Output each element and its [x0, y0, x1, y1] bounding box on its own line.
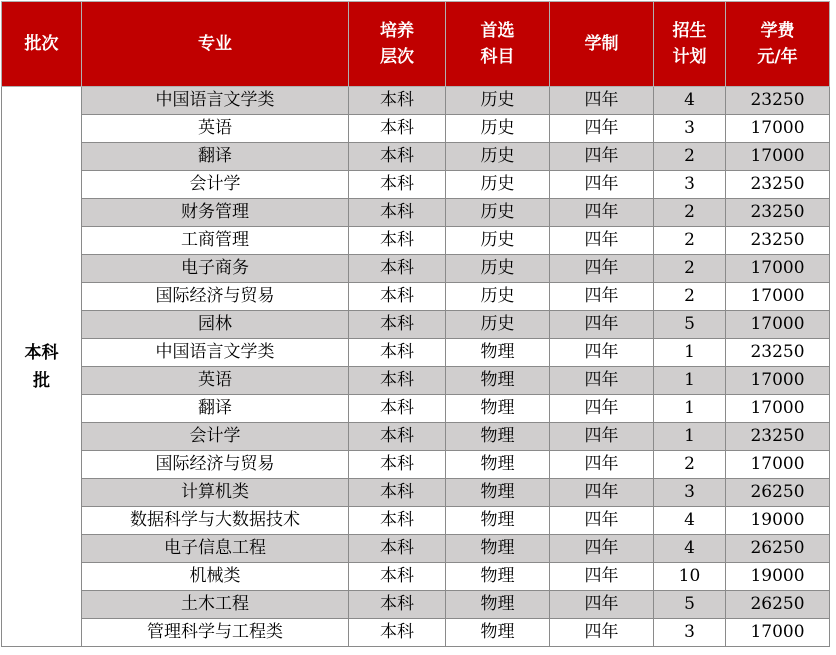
subject-cell: 物理 [446, 619, 550, 647]
subject-cell: 历史 [446, 227, 550, 255]
table-row [2, 115, 830, 143]
quota-cell: 1 [654, 367, 726, 395]
header-subject-text: 首选科目 [480, 21, 515, 67]
fee-cell: 17000 [726, 115, 830, 143]
major-cell: 翻译 [82, 143, 349, 171]
quota-cell: 1 [654, 423, 726, 451]
fee-cell: 23250 [726, 227, 830, 255]
table-row [2, 507, 830, 535]
major-cell: 国际经济与贸易 [82, 283, 349, 311]
quota-cell: 10 [654, 563, 726, 591]
duration-cell: 四年 [550, 451, 654, 479]
fee-cell: 17000 [726, 143, 830, 171]
duration-cell: 四年 [550, 87, 654, 115]
quota-cell: 3 [654, 115, 726, 143]
subject-cell: 物理 [446, 507, 550, 535]
major-cell: 机械类 [82, 563, 349, 591]
subject-cell: 物理 [446, 451, 550, 479]
fee-cell: 19000 [726, 563, 830, 591]
level-cell: 本科 [349, 451, 446, 479]
table-row [2, 339, 830, 367]
major-cell: 中国语言文学类 [82, 339, 349, 367]
header-major: 专业 [82, 2, 349, 87]
fee-cell: 26250 [726, 479, 830, 507]
subject-cell: 物理 [446, 591, 550, 619]
major-cell: 电子商务 [82, 255, 349, 283]
duration-cell: 四年 [550, 591, 654, 619]
subject-cell: 历史 [446, 87, 550, 115]
quota-cell: 3 [654, 171, 726, 199]
level-cell: 本科 [349, 227, 446, 255]
fee-cell: 23250 [726, 87, 830, 115]
quota-cell: 3 [654, 479, 726, 507]
duration-cell: 四年 [550, 423, 654, 451]
header-subject [446, 2, 550, 87]
subject-cell: 历史 [446, 311, 550, 339]
quota-cell: 4 [654, 87, 726, 115]
duration-cell: 四年 [550, 143, 654, 171]
fee-cell: 23250 [726, 423, 830, 451]
subject-cell: 物理 [446, 479, 550, 507]
table-row [2, 87, 830, 115]
level-cell: 本科 [349, 591, 446, 619]
table-row [2, 395, 830, 423]
header-quota-text: 招生计划 [672, 21, 707, 67]
quota-cell: 2 [654, 283, 726, 311]
table-row [2, 591, 830, 619]
subject-cell: 物理 [446, 339, 550, 367]
header-level [349, 2, 446, 87]
fee-cell: 19000 [726, 507, 830, 535]
fee-cell: 17000 [726, 283, 830, 311]
major-cell: 会计学 [82, 171, 349, 199]
fee-cell: 23250 [726, 199, 830, 227]
table-row [2, 171, 830, 199]
subject-cell: 历史 [446, 199, 550, 227]
header-fee [726, 2, 830, 87]
major-cell: 会计学 [82, 423, 349, 451]
level-cell: 本科 [349, 535, 446, 563]
major-cell: 英语 [82, 115, 349, 143]
level-cell: 本科 [349, 255, 446, 283]
duration-cell: 四年 [550, 311, 654, 339]
level-cell: 本科 [349, 367, 446, 395]
fee-cell: 17000 [726, 395, 830, 423]
quota-cell: 3 [654, 619, 726, 647]
duration-cell: 四年 [550, 367, 654, 395]
fee-cell: 17000 [726, 311, 830, 339]
duration-cell: 四年 [550, 171, 654, 199]
quota-cell: 1 [654, 395, 726, 423]
table-row [2, 367, 830, 395]
table-row [2, 311, 830, 339]
fee-cell: 26250 [726, 591, 830, 619]
major-cell: 中国语言文学类 [82, 87, 349, 115]
quota-cell: 2 [654, 451, 726, 479]
subject-cell: 物理 [446, 367, 550, 395]
subject-cell: 历史 [446, 171, 550, 199]
duration-cell: 四年 [550, 535, 654, 563]
major-cell: 翻译 [82, 395, 349, 423]
subject-cell: 历史 [446, 283, 550, 311]
subject-cell: 物理 [446, 535, 550, 563]
level-cell: 本科 [349, 563, 446, 591]
duration-cell: 四年 [550, 199, 654, 227]
quota-cell: 5 [654, 311, 726, 339]
quota-cell: 2 [654, 227, 726, 255]
duration-cell: 四年 [550, 255, 654, 283]
major-cell: 土木工程 [82, 591, 349, 619]
duration-cell: 四年 [550, 507, 654, 535]
table-row [2, 423, 830, 451]
major-cell: 国际经济与贸易 [82, 451, 349, 479]
subject-cell: 历史 [446, 115, 550, 143]
major-cell: 工商管理 [82, 227, 349, 255]
quota-cell: 5 [654, 591, 726, 619]
major-cell: 电子信息工程 [82, 535, 349, 563]
admission-plan-table [1, 1, 830, 647]
table-row [2, 143, 830, 171]
level-cell: 本科 [349, 479, 446, 507]
fee-cell: 17000 [726, 619, 830, 647]
quota-cell: 2 [654, 199, 726, 227]
quota-cell: 2 [654, 255, 726, 283]
subject-cell: 物理 [446, 563, 550, 591]
header-quota [654, 2, 726, 87]
level-cell: 本科 [349, 199, 446, 227]
duration-cell: 四年 [550, 619, 654, 647]
level-cell: 本科 [349, 143, 446, 171]
level-cell: 本科 [349, 339, 446, 367]
batch-cell [2, 87, 82, 647]
table-row [2, 451, 830, 479]
level-cell: 本科 [349, 619, 446, 647]
quota-cell: 4 [654, 507, 726, 535]
fee-cell: 23250 [726, 171, 830, 199]
table-row [2, 255, 830, 283]
subject-cell: 历史 [446, 143, 550, 171]
fee-cell: 17000 [726, 255, 830, 283]
table-row [2, 535, 830, 563]
quota-cell: 1 [654, 339, 726, 367]
header-fee-text: 学费元/年 [757, 21, 798, 67]
major-cell: 管理科学与工程类 [82, 619, 349, 647]
level-cell: 本科 [349, 395, 446, 423]
fee-cell: 17000 [726, 451, 830, 479]
header-duration: 学制 [550, 2, 654, 87]
quota-cell: 2 [654, 143, 726, 171]
subject-cell: 物理 [446, 423, 550, 451]
duration-cell: 四年 [550, 395, 654, 423]
quota-cell: 4 [654, 535, 726, 563]
duration-cell: 四年 [550, 563, 654, 591]
level-cell: 本科 [349, 87, 446, 115]
major-cell: 园林 [82, 311, 349, 339]
major-cell: 财务管理 [82, 199, 349, 227]
table-row [2, 227, 830, 255]
table-row [2, 283, 830, 311]
table-row [2, 479, 830, 507]
duration-cell: 四年 [550, 227, 654, 255]
level-cell: 本科 [349, 423, 446, 451]
level-cell: 本科 [349, 171, 446, 199]
table-header-row [2, 2, 830, 87]
duration-cell: 四年 [550, 479, 654, 507]
table-row [2, 199, 830, 227]
table-row [2, 563, 830, 591]
duration-cell: 四年 [550, 283, 654, 311]
major-cell: 英语 [82, 367, 349, 395]
major-cell: 数据科学与大数据技术 [82, 507, 349, 535]
level-cell: 本科 [349, 507, 446, 535]
fee-cell: 17000 [726, 367, 830, 395]
major-cell: 计算机类 [82, 479, 349, 507]
subject-cell: 物理 [446, 395, 550, 423]
subject-cell: 历史 [446, 255, 550, 283]
level-cell: 本科 [349, 115, 446, 143]
duration-cell: 四年 [550, 115, 654, 143]
duration-cell: 四年 [550, 339, 654, 367]
batch-label: 本科批 [24, 342, 59, 391]
level-cell: 本科 [349, 311, 446, 339]
table-row [2, 619, 830, 647]
fee-cell: 23250 [726, 339, 830, 367]
fee-cell: 26250 [726, 535, 830, 563]
header-batch: 批次 [2, 2, 82, 87]
level-cell: 本科 [349, 283, 446, 311]
header-level-text: 培养层次 [380, 21, 414, 67]
